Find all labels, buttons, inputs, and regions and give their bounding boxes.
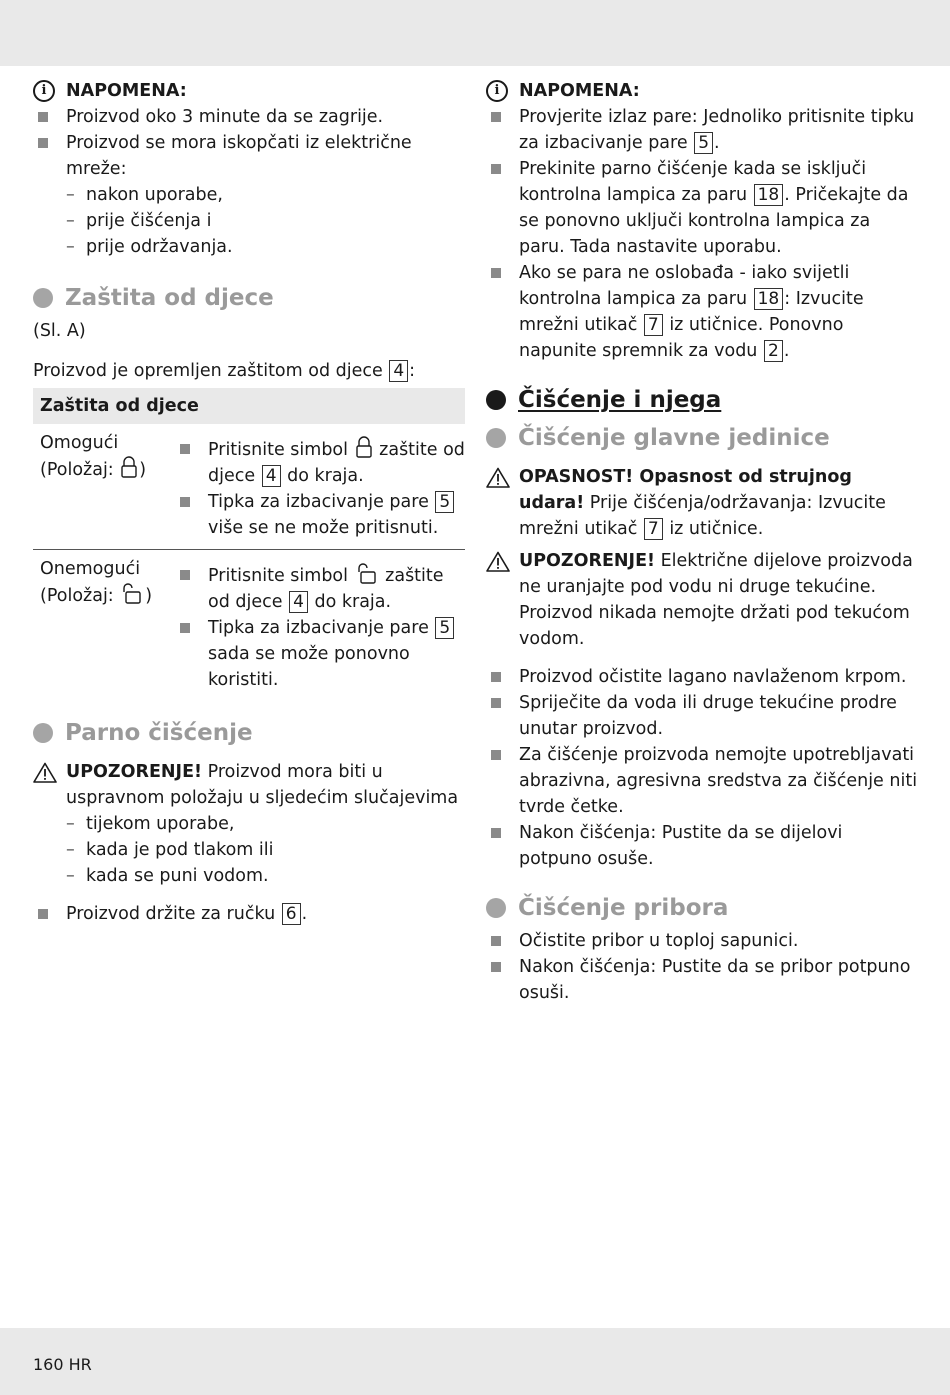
list-item: Tipka za izbacivanje pare 5 sada se može ponovno koristiti.: [175, 615, 465, 693]
bullet-icon: [486, 260, 519, 364]
list-item: Proizvod držite za ručku 6 .: [33, 901, 465, 927]
warning-icon: [486, 551, 510, 572]
part-number: 4: [262, 465, 281, 487]
list-item: Prekinite parno čišćenje kada se isključi kontrolna lampica za paru 18 . Pričekajte da se ponovno uključi kontrolna lampica za paru. Tada nastavite uporabu.: [486, 156, 920, 260]
list-item: Pritisnite simbol zaštite od djece 4 do kraja.: [175, 436, 465, 489]
part-number: 5: [694, 132, 713, 154]
section-heading: Čišćenje glavne jedinice: [486, 422, 920, 454]
note-title: NAPOMENA:: [519, 81, 640, 101]
warning-icon: [33, 762, 57, 783]
dash-item: – kada je pod tlakom ili: [66, 840, 274, 860]
lock-open-icon: [121, 582, 143, 604]
part-number: 18: [754, 184, 784, 206]
lock-closed-icon: [121, 456, 137, 478]
info-icon: i: [33, 80, 55, 102]
bullet-icon: [175, 489, 208, 541]
bullet-icon: [486, 690, 519, 742]
list-item: Provjerite izlaz pare: Jednoliko pritisnite tipku za izbacivanje pare 5 .: [486, 104, 920, 156]
bullet-icon: [486, 664, 519, 690]
part-number: 4: [389, 360, 408, 382]
table-row: Onemogući (Položaj: ) Pritisnite simbol zaštite od djece 4 do kraja. Tipka za izbacivanje pare 5 sada se može ponovno koristiti.: [33, 550, 465, 701]
warning-block: UPOZORENJE! Električne dijelove proizvoda ne uranjajte pod vodu ni druge tekućine. Proizvod nikada nemojte držati pod tekućom vodom.: [486, 548, 920, 652]
part-number: 7: [644, 518, 663, 540]
list-item: Proizvod oko 3 minute da se zagrije.: [33, 104, 465, 130]
note-block: [33, 78, 465, 260]
section-dot-icon: [486, 898, 506, 918]
dash-item: – prije održavanja.: [66, 237, 233, 257]
list-item: Nakon čišćenja: Pustite da se dijelovi potpuno osuše.: [486, 820, 920, 872]
lock-closed-icon: [356, 436, 372, 458]
section-heading: Čišćenje pribora: [486, 892, 920, 924]
bullet-icon: [486, 928, 519, 954]
bullet-icon: [33, 901, 66, 927]
part-number: 18: [754, 288, 784, 310]
section-dot-icon: [33, 723, 53, 743]
page-number: 160: [33, 1355, 64, 1374]
figure-ref: (Sl. A): [33, 321, 86, 341]
page-footer: [33, 1355, 92, 1374]
left-column: [33, 78, 465, 927]
child-lock-table: [33, 388, 465, 701]
list-item: Ako se para ne oslobađa - iako svijetli kontrolna lampica za paru 18 : Izvucite mrežni utikač 7 iz utičnice. Ponovno napunite spremnik za vodu 2 .: [486, 260, 920, 364]
list-item: Nakon čišćenja: Pustite da se pribor potpuno osuši.: [486, 954, 920, 1006]
danger-block: OPASNOST! Opasnost od strujnog udara! Prije čišćenja/održavanja: Izvucite mrežni utikač 7 iz utičnice.: [486, 464, 920, 542]
table-row: Omogući (Položaj: ) Pritisnite simbol zaštite od djece 4 do kraja. Tipka za izbacivanje pare 5 više se ne može pritisnuti.: [33, 424, 465, 550]
section-dot-icon: [33, 288, 53, 308]
part-number: 5: [435, 617, 454, 639]
list-item: Spriječite da voda ili druge tekućine prodre unutar proizvod.: [486, 690, 920, 742]
list-item: Očistite pribor u toploj sapunici.: [486, 928, 920, 954]
list-item: Proizvod očistite lagano navlaženom krpom.: [486, 664, 920, 690]
note-title: NAPOMENA:: [66, 81, 187, 101]
warning-icon: [486, 467, 510, 488]
header-bar: [0, 0, 950, 66]
section-dot-icon: [486, 390, 506, 410]
bullet-icon: [486, 820, 519, 872]
dash-item: – prije čišćenja i: [66, 211, 212, 231]
section-heading: Zaštita od djece: [33, 282, 465, 314]
bullet-icon: [33, 130, 66, 182]
section-heading: Parno čišćenje: [33, 717, 465, 749]
part-number: 7: [644, 314, 663, 336]
part-number: 4: [289, 591, 308, 613]
bullet-icon: [486, 156, 519, 260]
table-header: Zaštita od djece: [33, 388, 465, 424]
paragraph: Proizvod je opremljen zaštitom od djece 4 :: [33, 361, 416, 381]
bullet-icon: [486, 104, 519, 156]
bullet-icon: [486, 742, 519, 820]
part-number: 2: [764, 340, 783, 362]
list-item: Za čišćenje proizvoda nemojte upotrebljavati abrazivna, agresivna sredstva za čišćenje niti tvrde četke.: [486, 742, 920, 820]
bullet-icon: [175, 436, 208, 489]
bullet-icon: [33, 104, 66, 130]
info-icon: i: [486, 80, 508, 102]
list-item: Pritisnite simbol zaštite od djece 4 do kraja.: [175, 562, 465, 615]
warning-block: UPOZORENJE! Proizvod mora biti u uspravnom položaju u sljedećim slučajevima: [33, 759, 465, 811]
bullet-icon: [175, 562, 208, 615]
list-item: Proizvod se mora iskopčati iz električne mreže:: [33, 130, 465, 182]
section-dot-icon: [486, 428, 506, 448]
dash-item: – kada se puni vodom.: [66, 866, 269, 886]
dash-item: – tijekom uporabe,: [66, 814, 235, 834]
part-number: 5: [435, 491, 454, 513]
language-code: HR: [68, 1355, 92, 1374]
right-column: [486, 78, 920, 1006]
bullet-icon: [486, 954, 519, 1006]
main-heading: Čišćenje i njega: [486, 384, 920, 416]
list-item: Tipka za izbacivanje pare 5 više se ne može pritisnuti.: [175, 489, 465, 541]
dash-item: – nakon uporabe,: [66, 185, 223, 205]
bullet-icon: [175, 615, 208, 693]
lock-open-icon: [356, 562, 378, 584]
part-number: 6: [282, 903, 301, 925]
footer-bar: [0, 1328, 950, 1395]
